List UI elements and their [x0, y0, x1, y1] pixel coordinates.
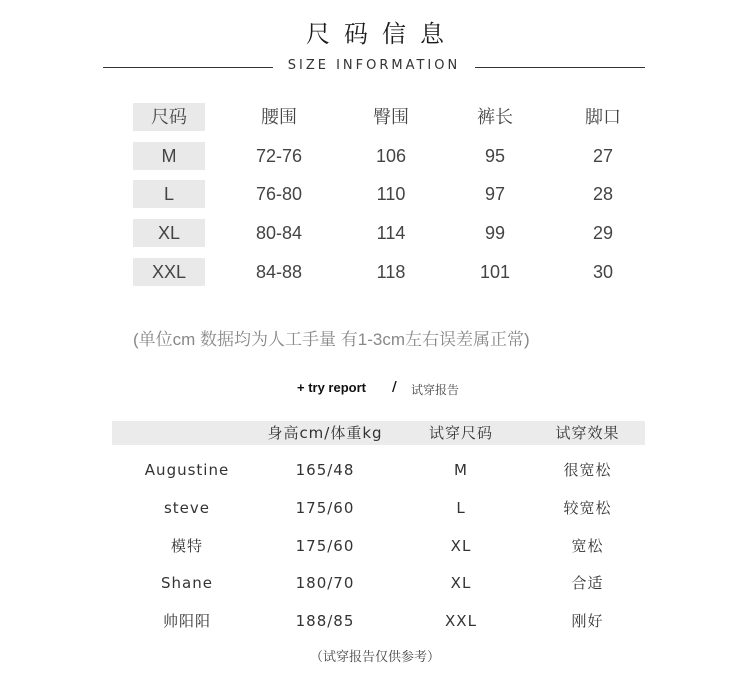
divider-right	[475, 67, 645, 68]
try-report-heading-en: + try report	[297, 380, 366, 395]
size-label: M	[133, 142, 205, 170]
table-row	[0, 258, 750, 286]
height-weight-value: 175/60	[295, 537, 355, 555]
measurement-note: (单位cm 数据均为人工手量 有1-3cm左右误差属正常)	[133, 330, 530, 349]
table-row	[0, 180, 750, 208]
tester-name: steve	[163, 499, 211, 517]
length-value: 101	[479, 262, 511, 282]
height-weight-value: 188/85	[295, 612, 355, 630]
size-label: XXL	[133, 258, 205, 286]
fit-value: 很宽松	[563, 461, 612, 479]
tried-size-value: XL	[450, 537, 472, 555]
try-header-cell-fit: 试穿效果	[555, 424, 620, 442]
tried-size-value: XXL	[445, 612, 477, 630]
fit-value: 较宽松	[563, 499, 612, 517]
length-value: 95	[484, 146, 506, 166]
size-label: L	[133, 180, 205, 208]
try-report-footnote: （试穿报告仅供参考）	[309, 650, 440, 665]
header-cell-size: 尺码	[133, 103, 205, 131]
table-row	[0, 219, 750, 247]
hip-value: 114	[376, 223, 406, 243]
try-header-cell-name	[112, 421, 262, 445]
height-weight-value: 180/70	[295, 574, 355, 592]
hem-value: 28	[592, 184, 614, 204]
waist-value: 84-88	[255, 262, 303, 282]
tester-name: Shane	[161, 574, 213, 592]
fit-value: 刚好	[571, 612, 604, 630]
try-header-cell-height-weight: 身高cm/体重kg	[267, 424, 383, 442]
table-row	[0, 142, 750, 170]
try-report-heading	[0, 380, 750, 398]
header-cell-hip: 臀围	[373, 107, 409, 127]
fit-value: 宽松	[571, 537, 604, 555]
tester-name: 帅阳阳	[162, 612, 211, 630]
length-value: 97	[484, 184, 506, 204]
try-report-heading-cn: 试穿报告	[411, 383, 460, 397]
hip-value: 106	[375, 146, 407, 166]
try-header-cell-size: 试穿尺码	[428, 424, 493, 442]
header-cell-length: 裤长	[477, 107, 513, 127]
size-table-header	[0, 103, 750, 131]
tried-size-value: XL	[450, 574, 472, 592]
tester-name: 模特	[170, 537, 203, 555]
hem-value: 29	[592, 223, 614, 243]
subtitle-text: SIZE INFORMATION	[287, 58, 461, 73]
tried-size-value: L	[456, 499, 466, 517]
heading-separator: /	[392, 380, 397, 395]
hem-value: 30	[592, 262, 614, 282]
waist-value: 72-76	[255, 146, 303, 166]
fit-value: 合适	[571, 574, 604, 592]
hip-value: 118	[376, 262, 406, 282]
header-cell-hem: 脚口	[585, 107, 621, 127]
size-label: XL	[133, 219, 205, 247]
tried-size-value: M	[454, 461, 468, 479]
page-title: 尺码信息	[306, 20, 458, 48]
hem-value: 27	[592, 146, 614, 166]
length-value: 99	[484, 223, 506, 243]
section-subtitle	[103, 58, 645, 78]
hip-value: 110	[376, 184, 406, 204]
waist-value: 76-80	[255, 184, 303, 204]
tester-name: Augustine	[144, 461, 230, 479]
header-cell-waist: 腰围	[261, 107, 297, 127]
height-weight-value: 175/60	[295, 499, 355, 517]
waist-value: 80-84	[255, 223, 303, 243]
height-weight-value: 165/48	[295, 461, 355, 479]
